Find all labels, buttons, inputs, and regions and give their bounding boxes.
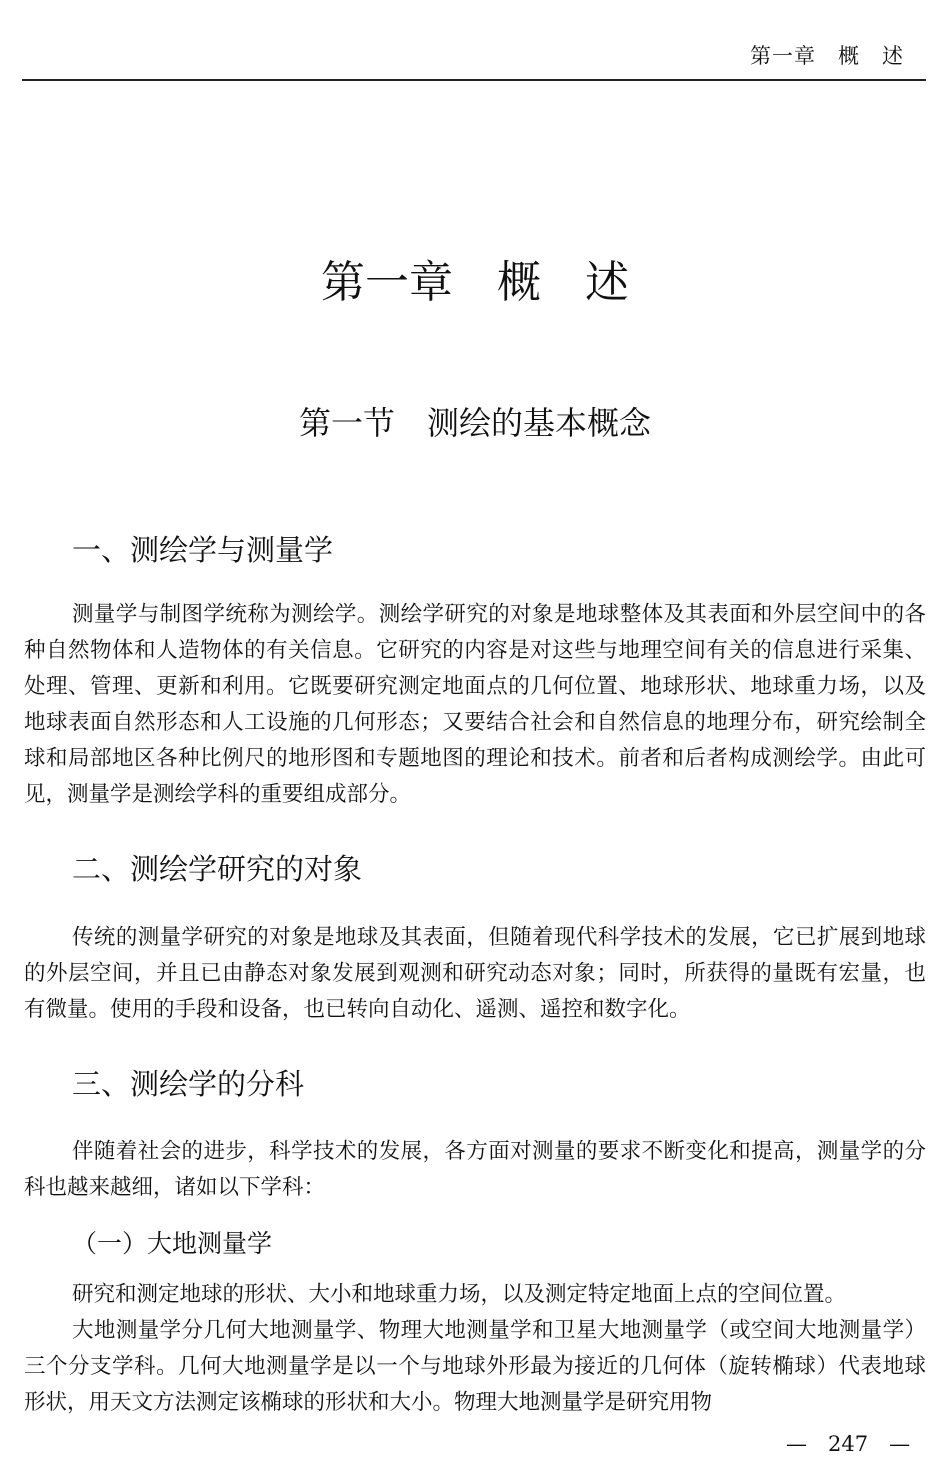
paragraph-disciplines-intro: 伴随着社会的进步，科学技术的发展，各方面对测量的要求不断变化和提高，测量学的分科也越来越细，诸如以下学科： [24, 1139, 926, 1200]
header-rule [22, 79, 926, 81]
paragraph-definition: 测量学与制图学统称为测绘学。测绘学研究的对象是地球整体及其表面和外层空间中的各种自然物体和人造物体的有关信息。它研究的内容是对这些与地理空间有关的信息进行采集、处理、管理、更新和利用。它既要研究测定地面点的几何位置、地球形状、地球重力场，以及地球表面自然形态和人工设施的几何形态；又要结合社会和自然信息的地理分布，研究绘制全球和局部地区各种比例尺的地形图和专题地图的理论和技术。前者和后者构成测绘学。由此可见，测量学是测绘学科的重要组成部分。 [24, 602, 926, 807]
subheading-geodesy: （一）大地测量学 [72, 1229, 273, 1258]
page-number: — 247 — [786, 1432, 911, 1456]
paragraph-geodesy-definition: 研究和测定地球的形状、大小和地球重力场，以及测定特定地面上点的空间位置。 [72, 1282, 847, 1307]
heading-research-object: 二、测绘学研究的对象 [72, 852, 363, 886]
heading-disciplines: 三、测绘学的分科 [72, 1067, 305, 1101]
running-header-title: 第一章 概 述 [750, 44, 904, 68]
chapter-title: 第一章 概 述 [321, 257, 629, 308]
heading-surveying-and-mapping: 一、测绘学与测量学 [72, 533, 334, 567]
paragraph-research-object: 传统的测量学研究的对象是地球及其表面，但随着现代科学技术的发展，它已扩展到地球的外层空间，并且已由静态对象发展到观测和研究动态对象；同时，所获得的量既有宏量，也有微量。使用的手段和设备，也已转向自动化、遥测、遥控和数字化。 [24, 925, 926, 1022]
paragraph-geodesy-branches: 大地测量学分几何大地测量学、物理大地测量学和卫星大地测量学（或空间大地测量学）三个分支学科。几何大地测量学是以一个与地球外形最为接近的几何体（旋转椭球）代表地球形状，用天文方法测定该椭球的形状和大小。物理大地测量学是研究用物 [24, 1318, 926, 1415]
section-title: 第一节 测绘的基本概念 [298, 404, 651, 442]
